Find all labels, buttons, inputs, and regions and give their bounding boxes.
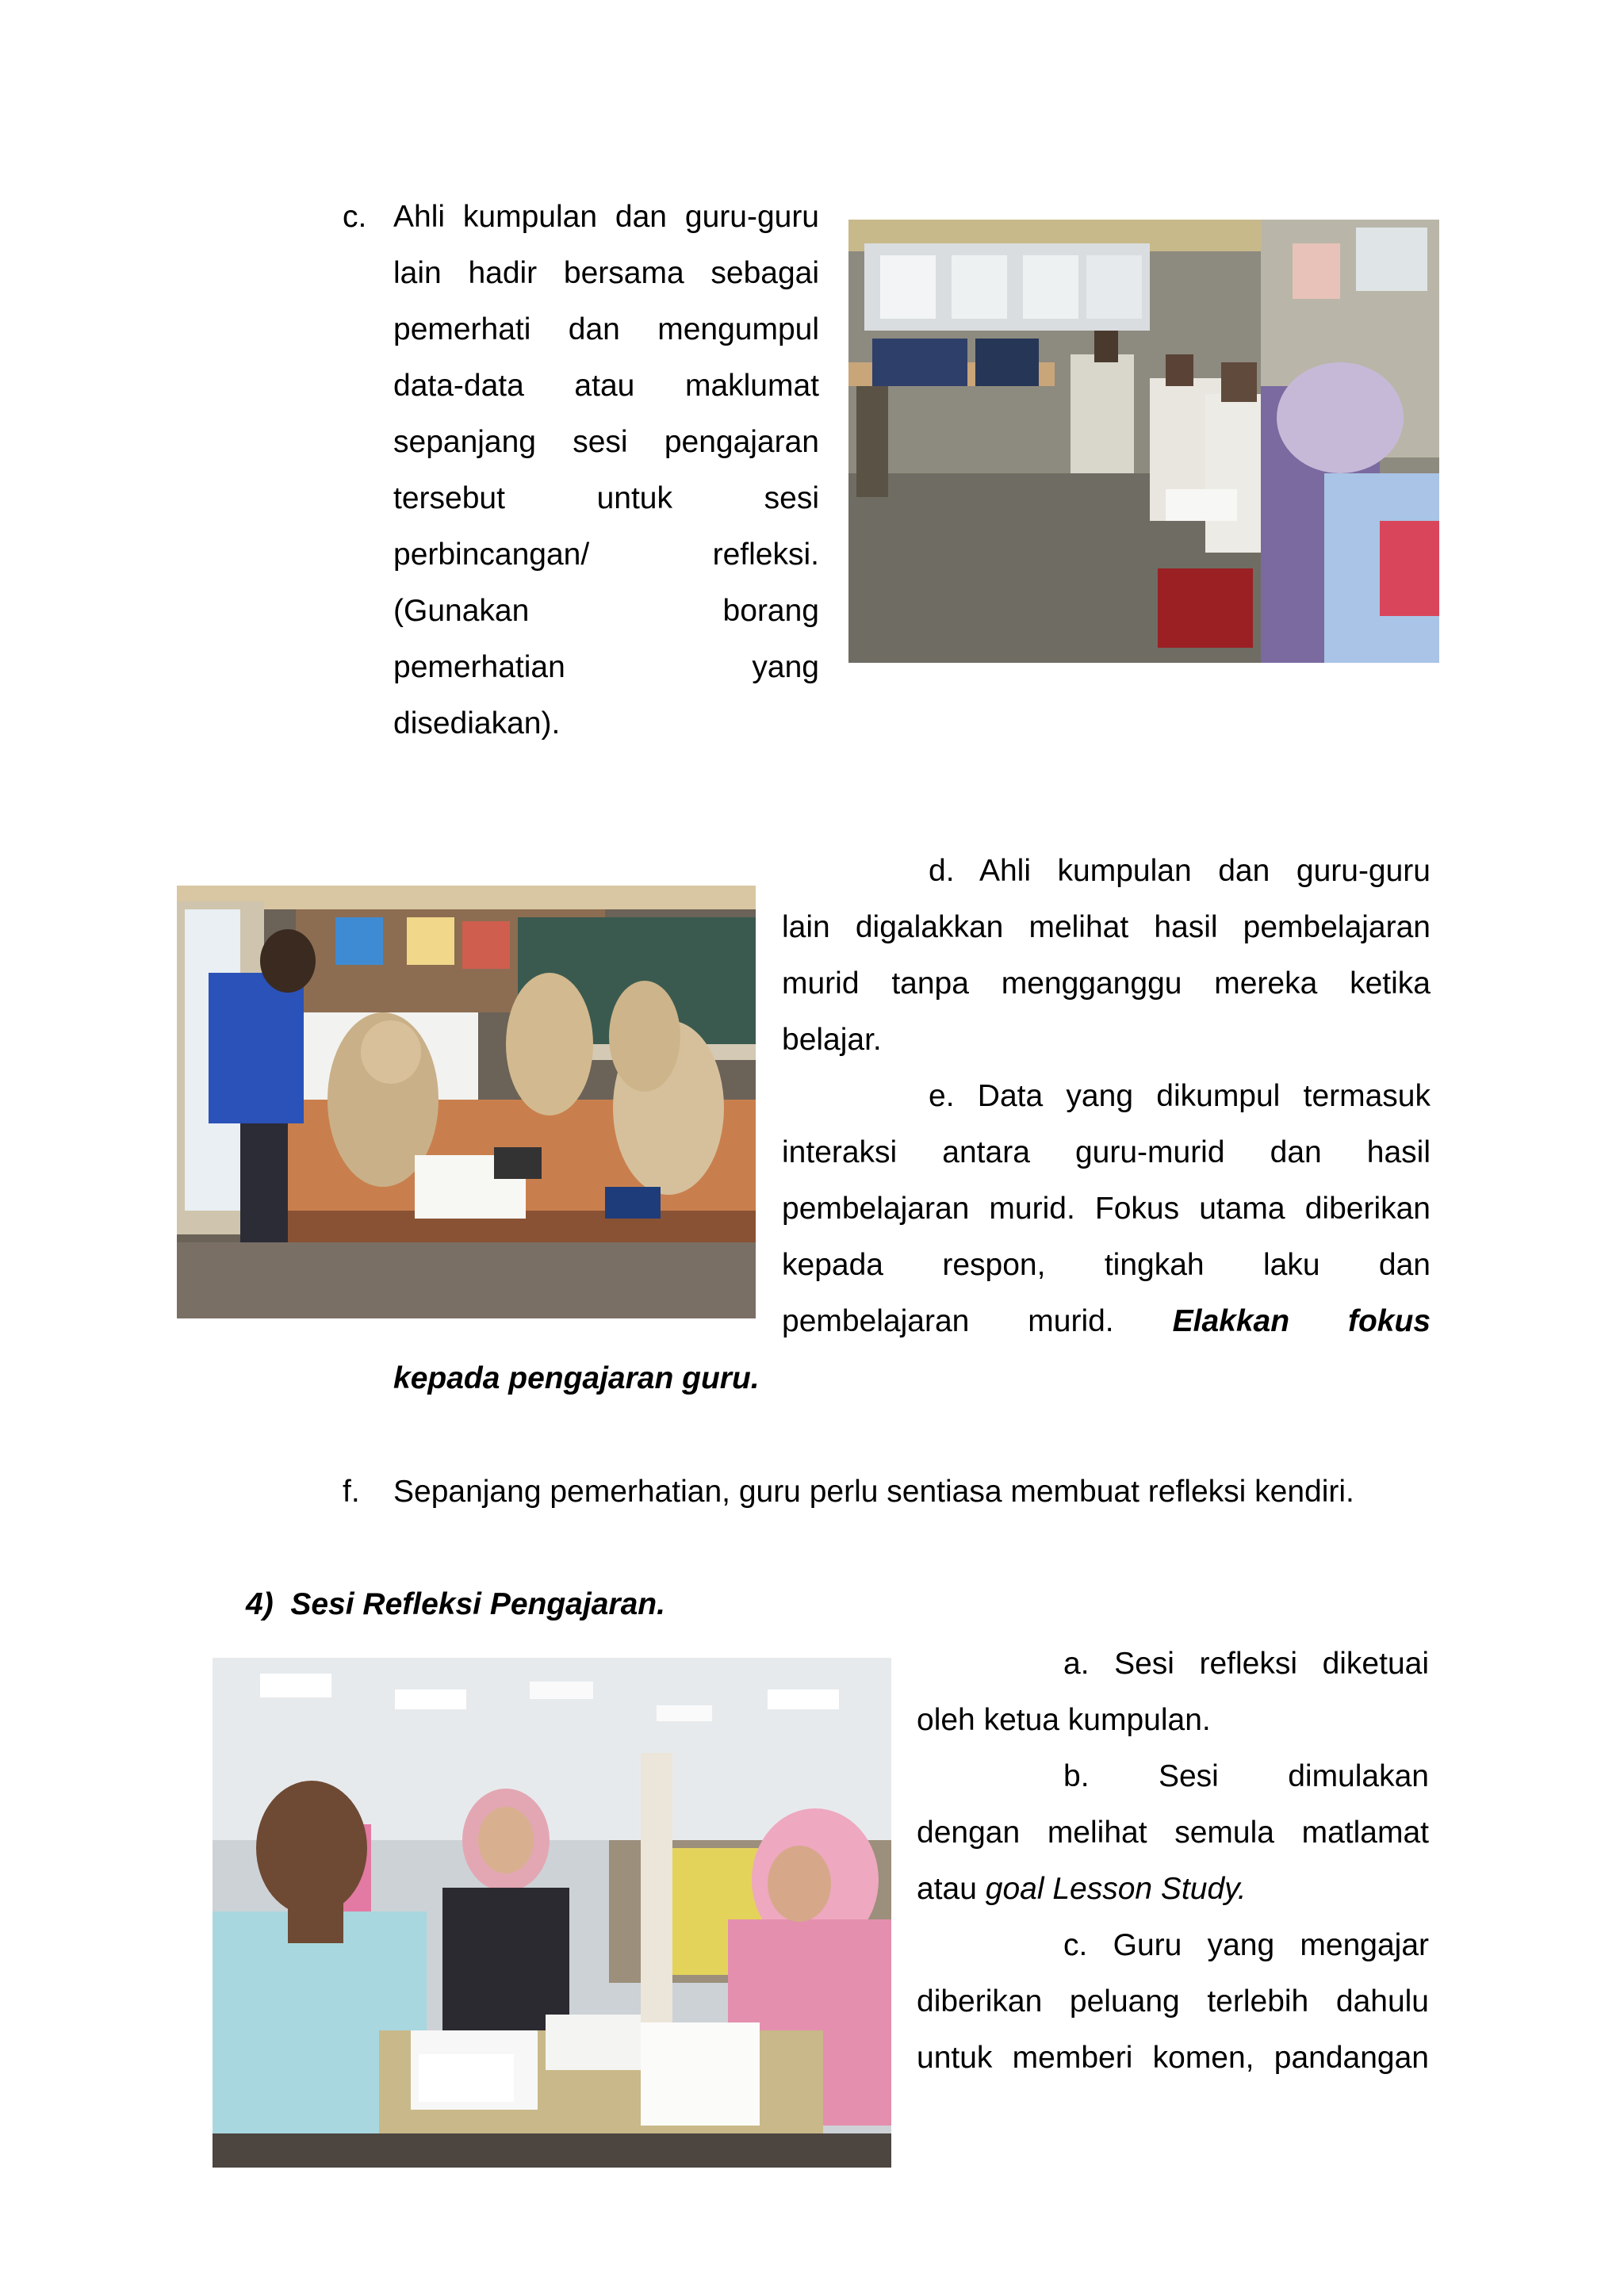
- item-c-line: sepanjang sesi pengajaran: [393, 425, 819, 459]
- section-4-item-c-line: untuk memberi komen, pandangan: [917, 2041, 1429, 2075]
- section-4-heading: 4) Sesi Refleksi Pengajaran.: [246, 1587, 665, 1621]
- item-e-line: interaksi antara guru-murid dan hasil: [782, 1135, 1431, 1169]
- photo-students-group-work: [177, 886, 756, 1318]
- item-c-line: pemerhatian yang: [393, 650, 819, 684]
- section-4-item-b-second: dengan melihat semula matlamat: [917, 1816, 1429, 1850]
- item-e-continuation: kepada pengajaran guru.: [393, 1361, 760, 1395]
- section-4-item-c-first: c. Guru yang mengajar: [1063, 1928, 1429, 1962]
- item-c-line: Ahli kumpulan dan guru-guru: [393, 200, 819, 234]
- item-c-line: perbincangan/ refleksi.: [393, 538, 819, 572]
- item-e-first-line: e. Data yang dikumpul termasuk: [929, 1079, 1431, 1113]
- section-4-item-b-third-plain: atau: [917, 1872, 986, 1906]
- item-e-last-line-plain: pembelajaran murid.: [782, 1304, 1114, 1338]
- section-4-item-c-line: diberikan peluang terlebih dahulu: [917, 1984, 1429, 2019]
- item-d-paragraph: [782, 843, 1431, 1068]
- item-c-line: (Gunakan borang: [393, 594, 819, 628]
- item-e-line: pembelajaran murid. Fokus utama diberikan: [782, 1192, 1431, 1226]
- item-c-line: disediakan).: [393, 706, 561, 740]
- section-4-item-b-first: b. Sesi dimulakan: [1063, 1759, 1429, 1793]
- item-d-line: murid tanpa mengganggu mereka ketika: [782, 966, 1431, 1001]
- section-4-item-b-third: [917, 1861, 1429, 1917]
- section-4-item-b-third-italic: goal Lesson Study.: [985, 1872, 1247, 1906]
- item-c-paragraph: [393, 189, 819, 752]
- item-f-text: Sepanjang pemerhatian, guru perlu sentiasa membuat refleksi kendiri.: [393, 1475, 1354, 1509]
- photo-observers-classroom: [848, 220, 1439, 663]
- item-d-line: lain digalakkan melihat hasil pembelajaran: [782, 910, 1431, 944]
- item-d-line: belajar.: [782, 1023, 882, 1057]
- item-e-line: kepada respon, tingkah laku dan: [782, 1248, 1431, 1282]
- item-d-first-line: d. Ahli kumpulan dan guru-guru: [929, 854, 1431, 888]
- item-e-paragraph: [782, 1068, 1431, 1349]
- section-4-item-a-first: a. Sesi refleksi diketuai: [1063, 1647, 1429, 1681]
- item-c-line: data-data atau maklumat: [393, 369, 819, 403]
- section-4-item-a-second: oleh ketua kumpulan.: [917, 1703, 1211, 1737]
- section-4-items: [917, 1636, 1429, 2086]
- item-e-last-line-emphasis: Elakkan fokus: [1172, 1304, 1431, 1338]
- item-c-line: tersebut untuk sesi: [393, 481, 819, 515]
- item-c-line: lain hadir bersama sebagai: [393, 256, 819, 290]
- item-c-marker: c.: [343, 200, 367, 234]
- item-e-last-line: [782, 1293, 1431, 1349]
- item-f-marker: f.: [343, 1475, 360, 1509]
- item-c-line: pemerhati dan mengumpul: [393, 312, 819, 346]
- photo-reflection-session: [213, 1658, 891, 2168]
